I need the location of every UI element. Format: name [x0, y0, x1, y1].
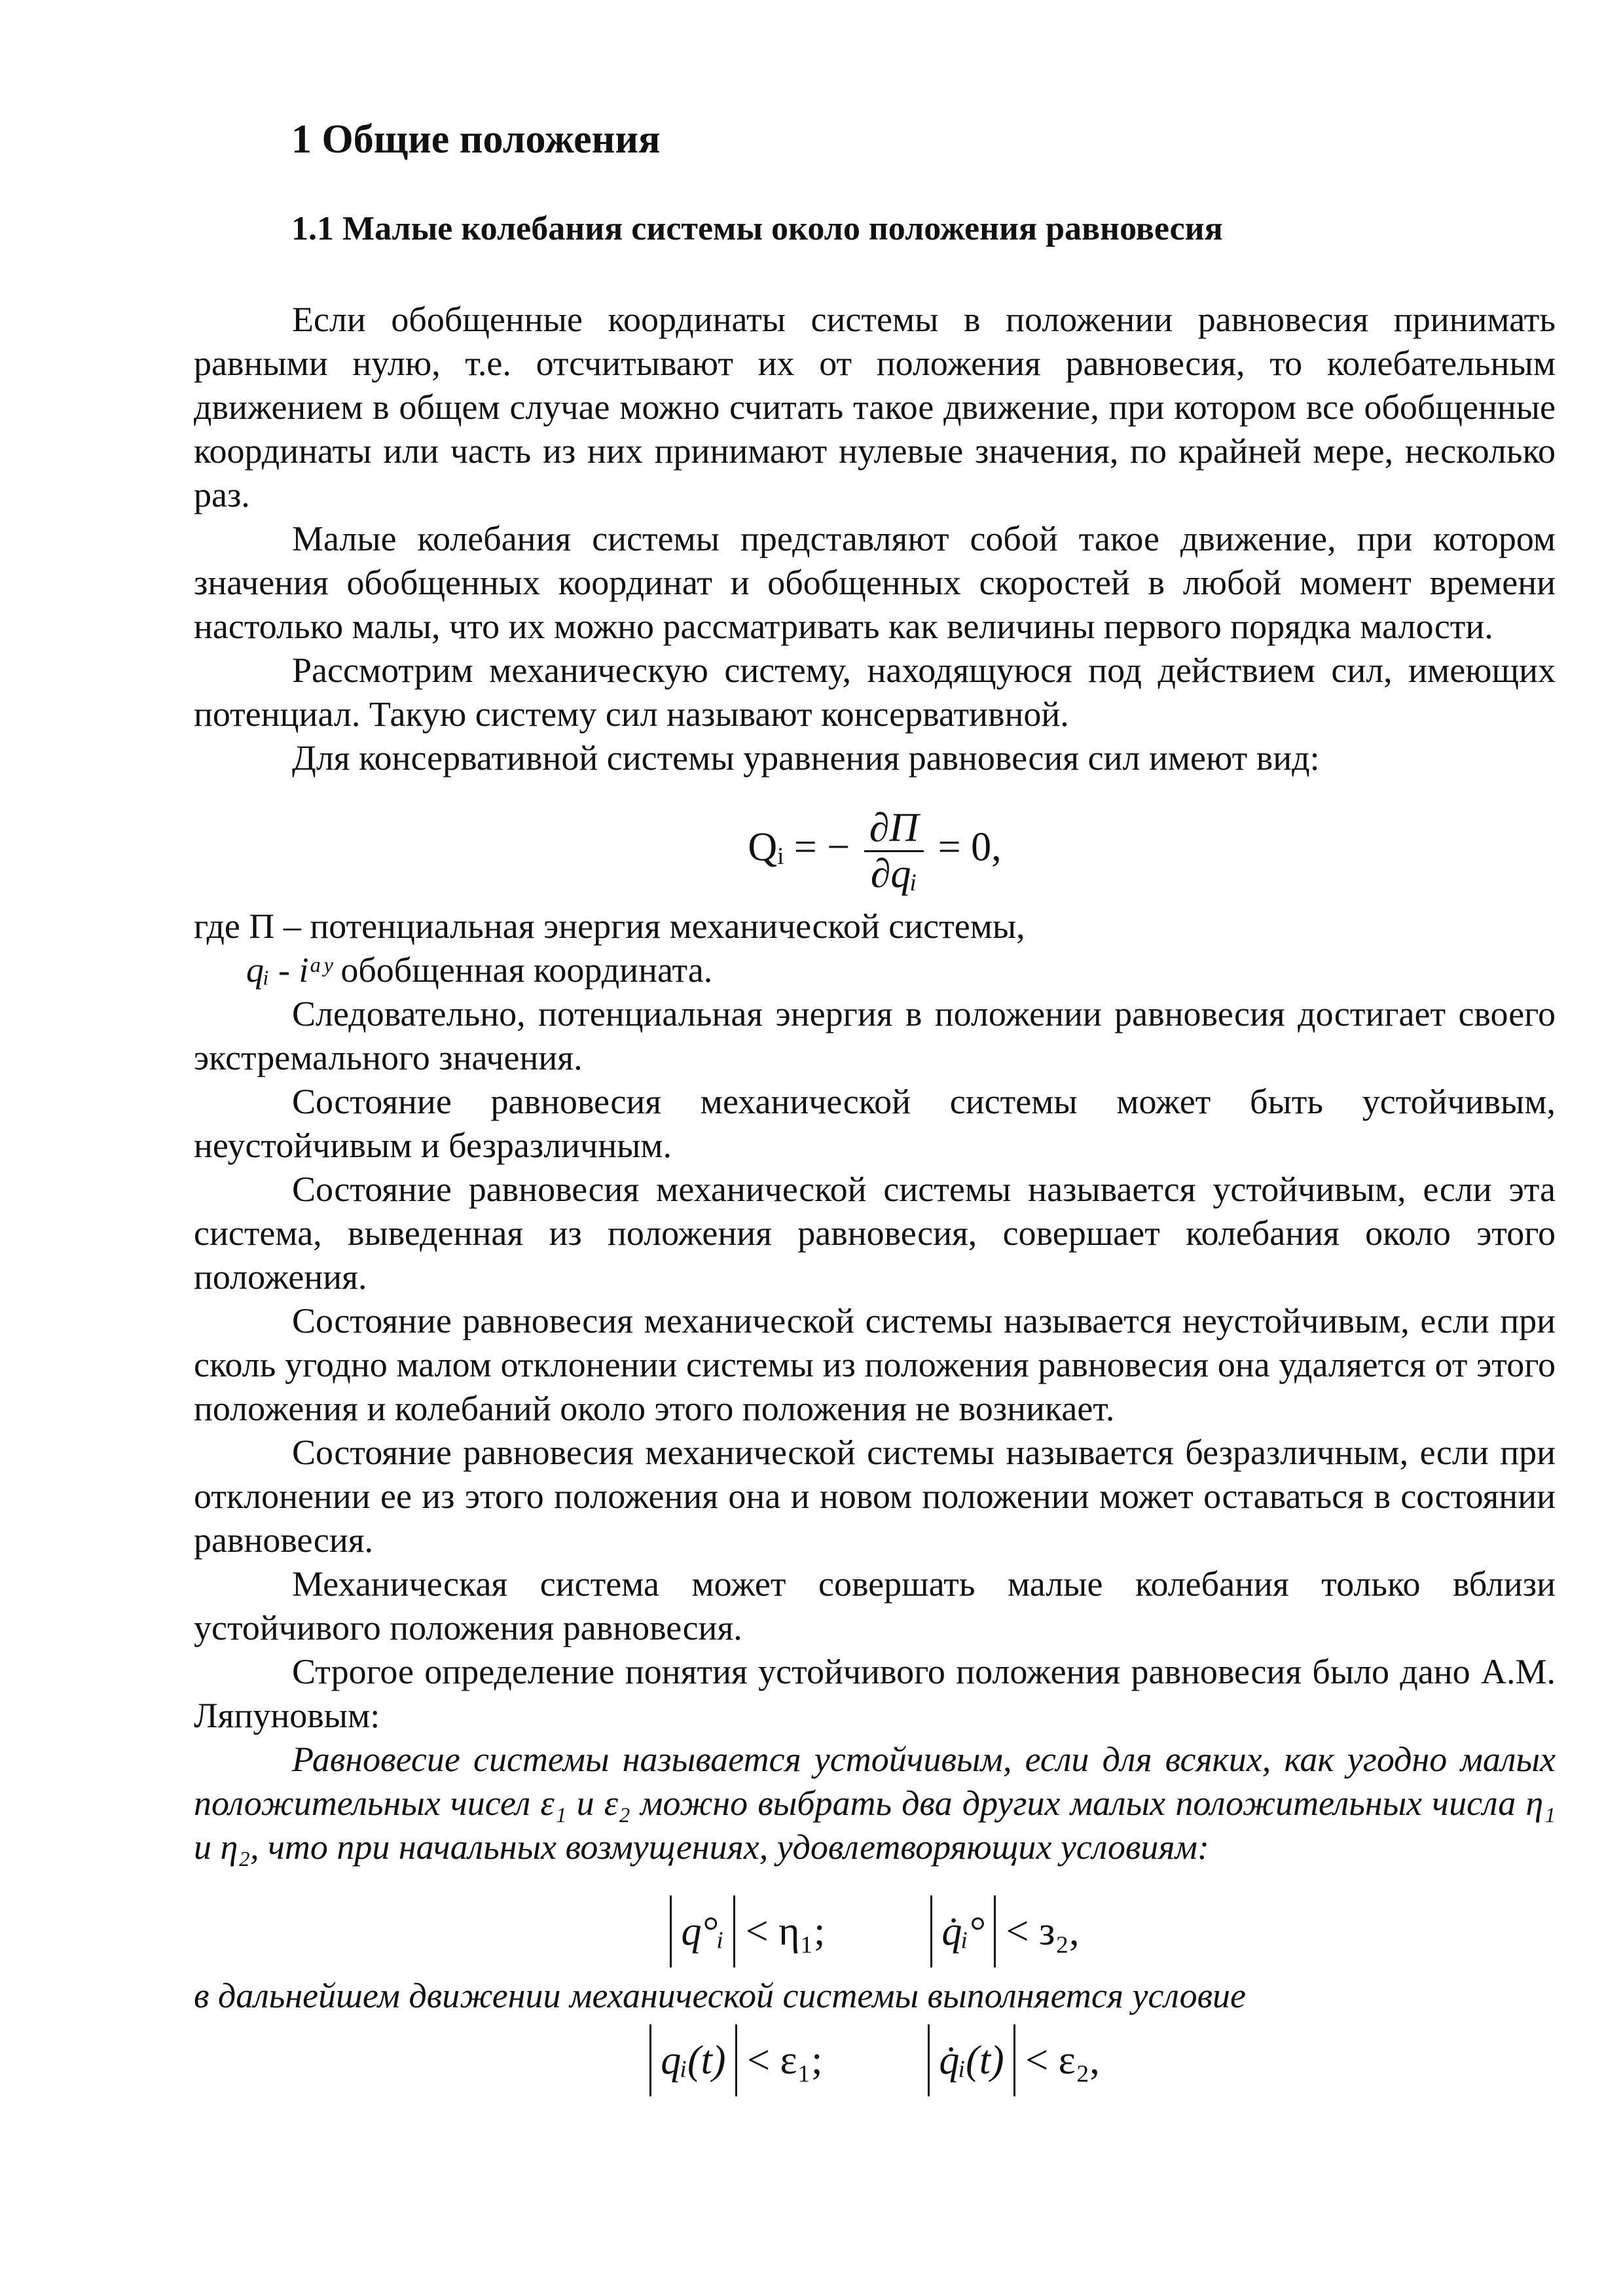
abs-initial-velocity: q̇ᵢ°	[930, 1895, 996, 1967]
initial-velocity-bound: < з₂,	[1006, 1909, 1080, 1954]
initial-coordinate-bound: < η₁;	[745, 1909, 826, 1954]
paragraph: Состояние равновесия механической системы называется неустойчивым, если при сколь угодно малом отклонении системы из положения равновесия она удаляется от этого положения и колебаний около этого положения не возникает.	[194, 1301, 1556, 1428]
coordinate-text: обобщенная координата.	[340, 950, 713, 990]
paragraph: Состояние равновесия механической системы называется безразличным, если при отклонении ее из этого положения она и новом положении может оставаться в состоянии равновесия.	[194, 1433, 1556, 1560]
coordinate-bound: < ε₁;	[747, 2038, 823, 2083]
abs-coordinate: qᵢ(t)	[649, 2024, 737, 2096]
paragraph: Строгое определение понятия устойчивого положения равновесия было дано А.М. Ляпуновым:	[194, 1652, 1556, 1735]
initial-conditions	[194, 1895, 1556, 1967]
paragraph: Следовательно, потенциальная энергия в положении равновесия достигает своего экстремального значения.	[194, 994, 1556, 1077]
formula-rhs: = 0,	[938, 825, 1002, 870]
paragraph: Малые колебания системы представляют собой такое движение, при котором значения обобщенных координат и обобщенных скоростей в любой момент времени настолько малы, что их можно рассматривать как величины первого порядка малости.	[194, 519, 1556, 646]
paragraph-coordinate	[194, 948, 1556, 992]
paragraph: Механическая система может совершать малые колебания только вблизи устойчивого положения равновесия.	[194, 1564, 1556, 1647]
heading-1: 1 Общие положения	[291, 117, 661, 162]
abs-velocity: q̇ᵢ(t)	[928, 2024, 1015, 2096]
fraction-numerator: ∂П	[864, 806, 924, 852]
equilibrium-formula	[194, 780, 1556, 905]
paragraph: Для консервативной системы уравнения равновесия сил имеют вид:	[292, 738, 1320, 778]
paragraph: в дальнейшем движении механической системы выполняется условие	[194, 1976, 1247, 2015]
document-body	[194, 298, 1556, 2103]
paragraph: Если обобщенные координаты системы в положении равновесия принимать равными нулю, т.е. отсчитывают их от положения равновесия, то колебательным движением в общем случае можно считать такое движение, при котором все обобщенные координаты или часть из них принимают нулевые значения, по крайней мере, несколько раз.	[194, 300, 1556, 514]
paragraph-lyapunov-definition: Равновесие системы называется устойчивым, если для всяких, как угодно малых положительных чисел ε₁ и ε₂ можно выбрать два других малых положительных числа η₁ и η₂, что при начальных возмущениях, удовлетворяющих условиям:	[194, 1740, 1556, 1867]
paragraph: где П – потенциальная энергия механической системы,	[194, 906, 1025, 946]
motion-conditions	[194, 2024, 1556, 2096]
coordinate-symbol: qᵢ - iᵃʸ	[246, 950, 332, 990]
paragraph: Состояние равновесия механической системы называется устойчивым, если эта система, выведенная из положения равновесия, совершает колебания около этого положения.	[194, 1170, 1556, 1297]
heading-2: 1.1 Малые колебания системы около положения равновесия	[291, 210, 1223, 247]
paragraph: Рассмотрим механическую систему, находящуюся под действием сил, имеющих потенциал. Такую систему сил называют консервативной.	[194, 651, 1556, 734]
fraction-denominator: ∂qᵢ	[870, 852, 918, 896]
formula-lhs: Qᵢ = −	[748, 825, 850, 870]
abs-initial-coordinate: q°ᵢ	[670, 1895, 735, 1967]
formula-fraction	[864, 806, 924, 896]
velocity-bound: < ε₂,	[1025, 2038, 1100, 2083]
paragraph: Состояние равновесия механической системы может быть устойчивым, неустойчивым и безразличным.	[194, 1082, 1556, 1165]
